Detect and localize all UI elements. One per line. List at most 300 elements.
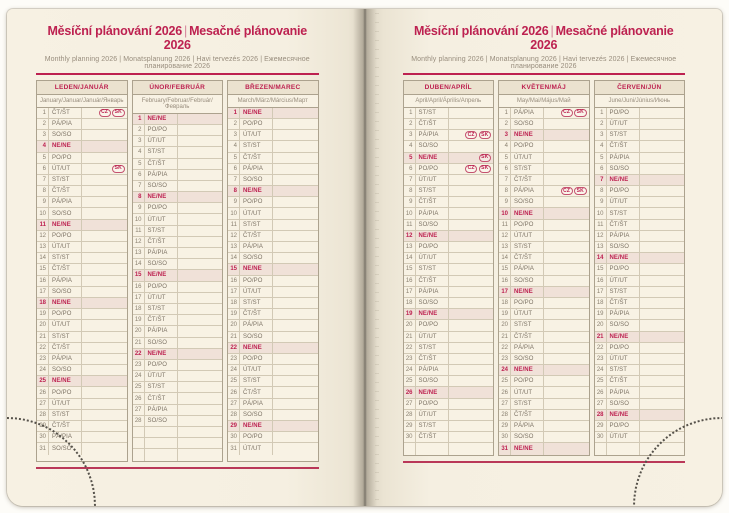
day-number: 6 [499,164,511,174]
day-number: 19 [404,309,416,319]
day-row [595,432,685,443]
day-name: SO/SO [511,276,544,286]
notes-cell [640,410,685,420]
day-number: 13 [228,242,240,252]
day-row [595,343,685,354]
day-row [228,253,318,264]
day-row [404,164,494,175]
day-row [595,197,685,208]
day-number: 11 [133,226,145,236]
notes-cell [544,153,589,163]
day-row-sunday [228,186,318,197]
day-row [404,175,494,186]
notes-cell [449,242,494,252]
notes-cell [273,320,318,330]
day-name: PO/PO [145,360,178,370]
notes-cell [273,264,318,274]
day-row [37,153,127,164]
day-number: 20 [499,320,511,330]
day-number: 8 [595,186,607,196]
notes-cell [273,309,318,319]
notes-cell [449,332,494,342]
title-czech: Měsíční plánování 2026 [413,24,549,38]
day-name: ÚT/UT [145,136,178,146]
day-number: 24 [404,365,416,375]
day-number: 23 [228,354,240,364]
notes-cell [449,376,494,386]
notes-cell [544,164,589,174]
day-number: 4 [499,141,511,151]
day-row [37,264,127,275]
day-name: PO/PO [145,125,178,135]
notes-cell [544,354,589,364]
day-name: PÁ/PIA [145,326,178,336]
day-name: PÁ/PIA [49,119,82,129]
day-name: NE/NE [607,410,640,420]
day-row [595,354,685,365]
notes-cell [178,114,223,124]
day-row [133,282,223,293]
day-name: SO/SO [511,197,544,207]
day-row [133,170,223,181]
page-header [36,24,319,75]
notes-cell [82,208,127,218]
day-number: 1 [499,108,511,118]
day-row [37,432,127,443]
day-row [228,175,318,186]
holiday-badge-cz: CZ [561,187,573,195]
day-name: PÁ/PIA [49,354,82,364]
months-row-right [403,80,686,456]
day-row [228,332,318,343]
notes-cell [178,203,223,213]
day-name: NE/NE [607,253,640,263]
day-name: PO/PO [416,320,449,330]
notes-cell [178,248,223,258]
day-number: 24 [595,365,607,375]
holiday-badge-sk: SK [112,165,124,173]
day-name: ČT/ŠT [49,264,82,274]
notes-cell [449,231,494,241]
notes-cell [178,427,223,437]
day-row [404,253,494,264]
left-page [7,9,366,506]
day-row [133,438,223,449]
day-name: SO/SO [240,332,273,342]
day-name [607,443,640,454]
day-number: 17 [37,287,49,297]
day-row [404,220,494,231]
day-number: 31 [37,443,49,454]
notes-cell [82,343,127,353]
notes-cell [544,443,589,454]
day-number: 4 [37,141,49,151]
day-number: 8 [133,192,145,202]
notes-cell [273,421,318,431]
notes-cell [82,242,127,252]
holiday-badge-sk: SK [112,109,124,117]
day-number: 5 [37,153,49,163]
day-number: 30 [595,432,607,442]
day-number: 10 [595,208,607,218]
notes-cell [273,354,318,364]
month-table [498,80,590,456]
day-number: 28 [404,410,416,420]
day-row [133,226,223,237]
day-number: 15 [499,264,511,274]
notes-cell [273,253,318,263]
day-row [133,393,223,404]
day-row [595,231,685,242]
page-bottom-rule [403,461,686,463]
day-number: 1 [133,114,145,124]
month-subtitle: January/Januar/Január/Январь [37,95,127,108]
notes-cell [178,270,223,280]
notes-cell [178,371,223,381]
day-name: ÚT/UT [416,410,449,420]
day-name: ÚT/UT [607,197,640,207]
day-row [595,186,685,197]
notes-cell [449,208,494,218]
notes-cell [273,432,318,442]
header-rule [403,73,686,75]
day-row [404,410,494,421]
notes-cell [178,192,223,202]
month-title: BŘEZEN/MAREC [228,81,318,96]
day-row [595,387,685,398]
day-row [499,320,589,331]
day-number: 6 [228,164,240,174]
day-number: 29 [404,421,416,431]
page-subtitle: Monthly planning 2026 | Monatsplanung 2026 | Havi tervezés 2026 | Ежемесячное планирование 2026 [411,55,677,70]
day-name [416,443,449,454]
day-name: ČT/ŠT [49,421,82,431]
day-number: 15 [404,264,416,274]
day-name: PO/PO [240,119,273,129]
day-row [133,181,223,192]
day-name: ST/ST [145,382,178,392]
notes-cell [273,130,318,140]
day-number: 7 [133,181,145,191]
day-name: ST/ST [49,253,82,263]
day-row-sunday [133,192,223,203]
day-row [228,410,318,421]
notes-cell [82,108,127,118]
day-row [595,443,685,454]
day-name: NE/NE [511,208,544,218]
day-number: 7 [499,175,511,185]
notes-cell [273,197,318,207]
notes-cell [273,208,318,218]
day-name: NE/NE [145,270,178,280]
day-name: ČT/ŠT [145,315,178,325]
day-name: PO/PO [511,141,544,151]
day-name: ČT/ŠT [511,175,544,185]
day-number: 19 [37,309,49,319]
notes-cell [178,360,223,370]
notes-cell [178,304,223,314]
day-row [133,293,223,304]
day-row [133,315,223,326]
day-number: 27 [228,399,240,409]
day-row [404,332,494,343]
day-name: NE/NE [49,376,82,386]
day-number: 3 [404,130,416,140]
day-number: 15 [133,270,145,280]
notes-cell [82,119,127,129]
day-row [228,287,318,298]
day-number: 26 [37,387,49,397]
day-row-sunday [404,387,494,398]
day-name: NE/NE [511,365,544,375]
day-number: 18 [595,298,607,308]
day-row [499,141,589,152]
day-number: 14 [133,259,145,269]
notes-cell [178,382,223,392]
day-number: 21 [228,332,240,342]
day-number: 28 [37,410,49,420]
day-row [499,175,589,186]
day-number: 4 [228,141,240,151]
day-number: 24 [228,365,240,375]
day-number: 6 [595,164,607,174]
day-name: ST/ST [607,130,640,140]
notes-cell [178,226,223,236]
day-number: 30 [37,432,49,442]
notes-cell [273,276,318,286]
notes-cell [82,432,127,442]
notes-cell [273,287,318,297]
day-number: 20 [37,320,49,330]
day-name: ČT/ŠT [607,376,640,386]
notes-cell [178,449,223,460]
notes-cell [82,197,127,207]
day-number: 27 [133,405,145,415]
day-row [37,399,127,410]
holiday-badge-sk: SK [574,187,586,195]
notes-cell [178,147,223,157]
day-row [404,287,494,298]
day-number: 17 [133,293,145,303]
notes-cell [640,287,685,297]
holiday-badge-cz: CZ [561,109,573,117]
day-name: PO/PO [607,264,640,274]
day-number: 12 [228,231,240,241]
day-name [145,427,178,437]
day-number: 27 [499,399,511,409]
day-name: ČT/ŠT [511,410,544,420]
day-row-sunday [499,208,589,219]
day-row [228,119,318,130]
day-row [37,410,127,421]
day-row [595,220,685,231]
day-name: ST/ST [49,410,82,420]
day-number: 13 [133,248,145,258]
notes-cell [640,108,685,118]
notes-cell [449,421,494,431]
notes-cell [178,282,223,292]
day-name: ST/ST [240,220,273,230]
notes-cell [544,298,589,308]
notes-cell [449,287,494,297]
day-number: 25 [595,376,607,386]
day-row [228,376,318,387]
day-number [133,427,145,437]
day-name: NE/NE [145,114,178,124]
day-name: NE/NE [416,153,449,163]
day-row-sunday [404,231,494,242]
day-number: 19 [228,309,240,319]
day-name: SO/SO [511,354,544,364]
day-row [499,432,589,443]
notes-cell [640,276,685,286]
day-number: 15 [37,264,49,274]
notes-cell [449,108,494,118]
day-number: 22 [595,343,607,353]
day-row [404,141,494,152]
day-number: 10 [499,208,511,218]
day-name: ÚT/UT [511,231,544,241]
day-number: 14 [37,253,49,263]
day-row [595,208,685,219]
day-row [499,253,589,264]
day-name: PO/PO [607,186,640,196]
day-row-sunday [404,309,494,320]
month-subtitle: March/März/Március/Март [228,95,318,108]
notes-cell [273,141,318,151]
day-row [499,186,589,197]
day-number: 28 [595,410,607,420]
day-row [595,276,685,287]
day-row [133,427,223,438]
day-number: 15 [595,264,607,274]
day-name: SO/SO [49,365,82,375]
day-number: 24 [37,365,49,375]
day-number: 1 [228,108,240,118]
notes-cell [544,231,589,241]
notes-cell [178,393,223,403]
notes-cell [544,130,589,140]
day-row-sunday [133,349,223,360]
day-name: PO/PO [416,164,449,174]
months-row-left [36,80,319,462]
day-name: SO/SO [607,242,640,252]
day-name: SO/SO [145,338,178,348]
day-name: SO/SO [49,208,82,218]
day-name: SO/SO [145,181,178,191]
day-row-sunday [499,365,589,376]
day-number: 13 [404,242,416,252]
day-row [499,231,589,242]
month-title: LEDEN/JANUÁR [37,81,127,96]
month-title: DUBEN/APRÍL [404,81,494,96]
day-number: 1 [404,108,416,118]
notes-cell [273,387,318,397]
notes-cell [178,326,223,336]
day-name: ÚT/UT [240,365,273,375]
day-name: PÁ/PIA [145,248,178,258]
day-number: 28 [133,416,145,426]
day-name: SO/SO [416,141,449,151]
day-row [228,298,318,309]
day-row [37,231,127,242]
day-name: NE/NE [240,421,273,431]
day-name: ST/ST [416,186,449,196]
notes-cell [544,186,589,196]
notes-cell [82,443,127,454]
notes-cell [273,365,318,375]
day-name: PÁ/PIA [240,164,273,174]
day-row [37,253,127,264]
notes-cell [82,287,127,297]
day-name: ST/ST [607,365,640,375]
day-name: SO/SO [416,220,449,230]
day-row [499,108,589,119]
notes-cell [449,164,494,174]
day-number: 13 [499,242,511,252]
day-row [37,365,127,376]
day-row [37,108,127,119]
day-row [595,164,685,175]
day-name: ČT/ŠT [145,393,178,403]
day-number: 9 [228,197,240,207]
day-row [228,220,318,231]
day-number: 27 [404,399,416,409]
day-row [37,175,127,186]
notes-cell [640,220,685,230]
day-row [404,208,494,219]
day-row-sunday [133,114,223,125]
day-row [37,387,127,398]
day-row [37,119,127,130]
day-number: 16 [133,282,145,292]
title-slovak: Mesačné plánovanie 2026 [530,24,674,53]
notes-cell [640,376,685,386]
day-row [404,276,494,287]
notes-cell [82,332,127,342]
notes-cell [544,175,589,185]
day-name: PO/PO [607,421,640,431]
notes-cell [544,242,589,252]
day-row [404,130,494,141]
month-title: KVĚTEN/MÁJ [499,81,589,96]
day-row [595,287,685,298]
day-number: 31 [228,443,240,454]
day-number: 29 [228,421,240,431]
day-name: PO/PO [511,298,544,308]
day-name: PÁ/PIA [240,242,273,252]
notes-cell [449,175,494,185]
day-number: 18 [228,298,240,308]
notes-cell [178,259,223,269]
notes-cell [640,309,685,319]
day-number: 3 [228,130,240,140]
day-row [228,242,318,253]
notes-cell [544,332,589,342]
day-row [37,276,127,287]
holiday-badge-sk: SK [479,165,491,173]
day-name: ST/ST [607,287,640,297]
day-name: NE/NE [511,130,544,140]
day-number: 7 [404,175,416,185]
notes-cell [449,141,494,151]
day-number: 30 [228,432,240,442]
day-name: ÚT/UT [416,253,449,263]
holiday-badge-sk: SK [574,109,586,117]
day-name: NE/NE [511,287,544,297]
day-name: SO/SO [49,287,82,297]
day-number: 17 [228,287,240,297]
